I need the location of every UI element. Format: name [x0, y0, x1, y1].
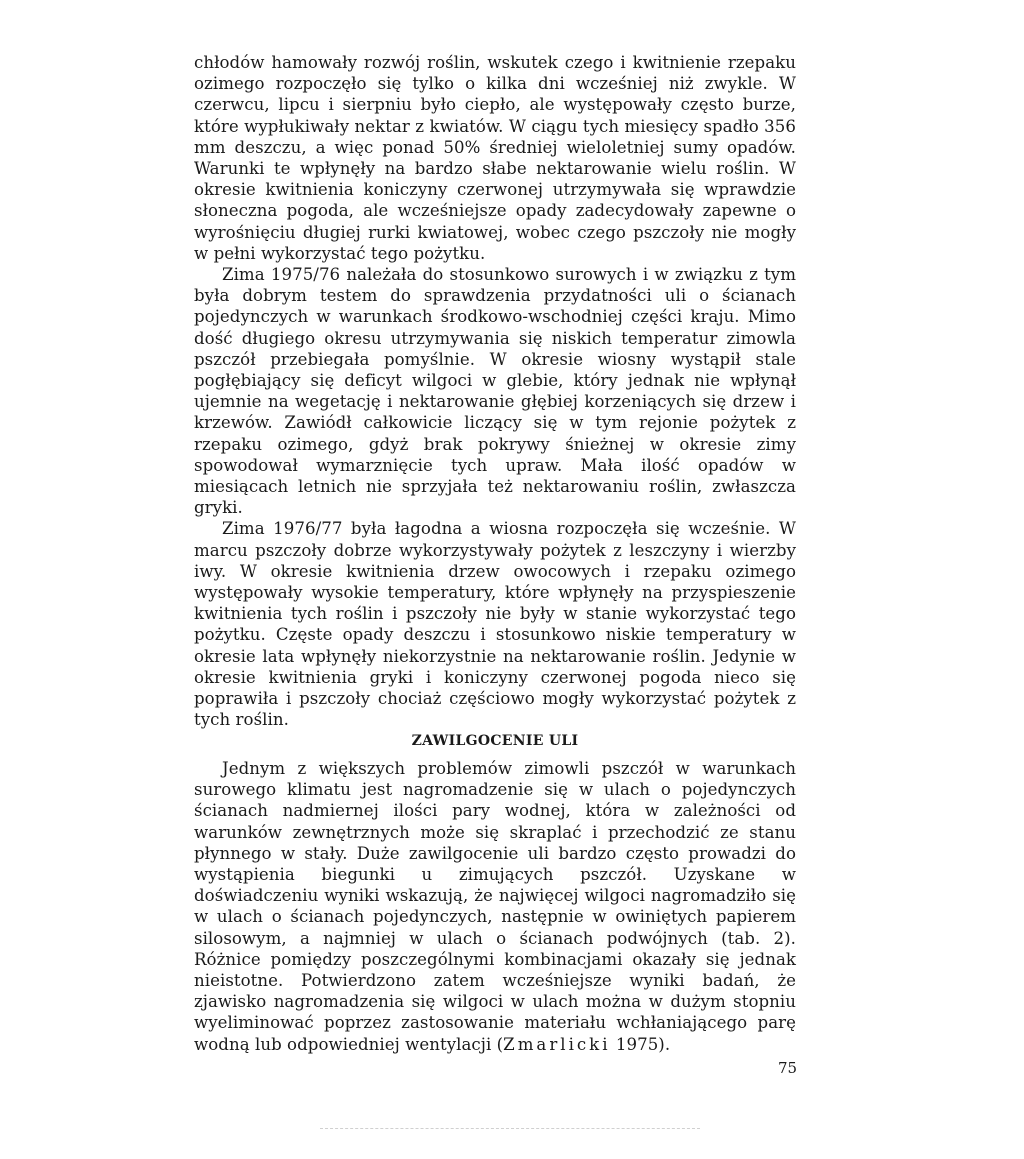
paragraph-4 [194, 758, 796, 1055]
text-block-humidity [194, 758, 796, 1055]
scan-edge-line [320, 1128, 700, 1129]
page-number: 75 [778, 1059, 798, 1077]
section-heading: ZAWILGOCENIE ULI [411, 733, 579, 749]
paragraph-1: chłodów hamowały rozwój roślin, wskutek czego i kwitnienie rzepaku ozimego rozpoczęło się tylko o kilka dni wcześniej niż zwykle. W czerwcu, lipcu i sierpniu było ciepło, ale występowały często burze, które wypłukiwały nektar z kwiatów. W ciągu tych miesięcy spadło 356 mm deszczu, a więc ponad 50% średniej wieloletniej sumy opadów. Warunki te wpłynęły na bardzo słabe nektarowanie wielu roślin. W okresie kwitnienia koniczyny czerwonej utrzymywała się wprawdzie słoneczna pogoda, ale wcześniejsze opady zadecydowały zapewne o wyrośnięciu długiej rurki kwiatowej, wobec czego pszczoły nie mogły w pełni wykorzystać tego pożytku. [194, 53, 796, 263]
paragraph-2: Zima 1975/76 należała do stosunkowo surowych i w związku z tym była dobrym testem do sprawdzenia przydatności uli o ścianach pojedynczych w warunkach środkowo-wschodniej części kraju. Mimo dość długiego okresu utrzymywania się niskich temperatur zimowla pszczół przebiegała pomyślnie. W okresie wiosny wystąpił stale pogłębiający się deficyt wilgoci w glebie, który jednak nie wpłynął ujemnie na wegetację i nektarowanie głębiej korzeniących się drzew i krzewów. Zawiódł całkowicie liczący się w tym rejonie pożytek z rzepaku ozimego, gdyż brak pokrywy śnieżnej w okresie zimy spowodował wymarznięcie tych upraw. Mała ilość opadów w miesiącach letnich nie sprzyjała też nektarowaniu roślin, zwłaszcza gryki. [194, 265, 796, 518]
citation-author: Zmarlicki [503, 1034, 611, 1054]
citation-year: 1975). [610, 1034, 671, 1054]
text-block-weather [194, 52, 796, 731]
paragraph-4-text: Jednym z większych problemów zimowli pszczół w warunkach surowego klimatu jest nagromadzenie się w ulach o pojedynczych ścianach nadmiernej ilości pary wodnej, która w zależności od warunków zewnętrznych może się skraplać i przechodzić ze stanu płynnego w stały. Duże zawilgocenie uli bardzo często prowadzi do wystąpienia biegunki u zimujących pszczół. Uzyskane w doświadczeniu wyniki wskazują, że najwięcej wilgoci nagromadziło się w ulach o ścianach pojedynczych, następnie w owiniętych papierem silosowym, a najmniej w ulach o ścianach podwójnych (tab. 2). Różnice pomiędzy poszczególnymi kombinacjami okazały się jednak nieistotne. Potwierdzono zatem wcześniejsze wyniki badań, że zjawisko nagromadzenia się wilgoci w ulach można w dużym stopniu wyeliminować poprzez zastosowanie materiału wchłaniającego parę wodną lub odpowiedniej wentylacji ( [194, 759, 796, 1054]
paragraph-3: Zima 1976/77 była łagodna a wiosna rozpoczęła się wcześnie. W marcu pszczoły dobrze wykorzystywały pożytek z leszczyny i wierzby iwy. W okresie kwitnienia drzew owocowych i rzepaku ozimego występowały wysokie temperatury, które wpłynęły na przyspieszenie kwitnienia tych roślin i pszczoły nie były w stanie wykorzystać tego pożytku. Częste opady deszczu i stosunkowo niskie temperatury w okresie lata wpłynęły niekorzystnie na nektarowanie roślin. Jedynie w okresie kwitnienia gryki i koniczyny czerwonej pogoda nieco się poprawiła i pszczoły chociaż częściowo mogły wykorzystać pożytek z tych roślin. [194, 519, 796, 730]
